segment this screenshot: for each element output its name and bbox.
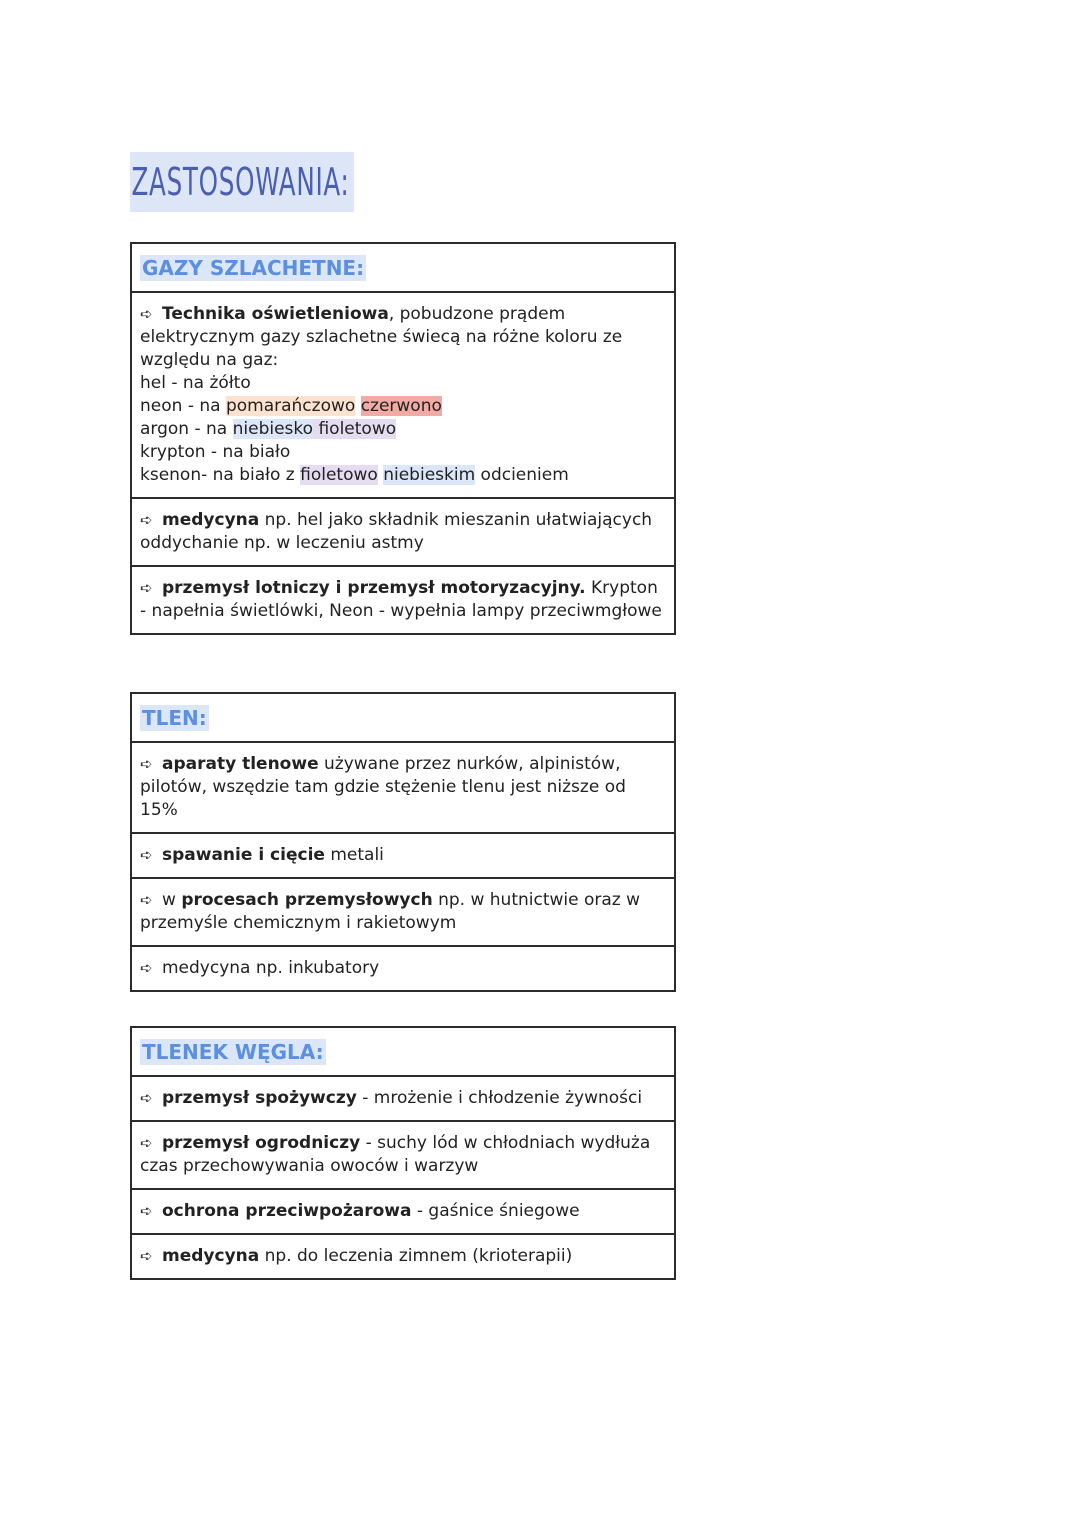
list-item bbox=[132, 832, 674, 877]
arrow-right-icon: ➪ bbox=[140, 1247, 153, 1265]
list-item bbox=[132, 1075, 674, 1120]
item-text: Krypton - napełnia świetlówki, Neon - wypełnia lampy przeciwmgłowe bbox=[140, 578, 662, 621]
item-text: - mrożenie i chłodzenie żywności bbox=[356, 1088, 643, 1108]
page-title: ZASTOSOWANIA: bbox=[130, 152, 354, 212]
color-highlight: czerwono bbox=[360, 396, 442, 416]
item-bold: Technika oświetleniowa bbox=[162, 304, 389, 324]
gas-hel: hel - na żółto bbox=[140, 373, 251, 393]
arrow-right-icon: ➪ bbox=[140, 511, 153, 529]
arrow-right-icon: ➪ bbox=[140, 1089, 153, 1107]
item-bold: medycyna bbox=[162, 1246, 260, 1266]
item-bold: medycyna bbox=[162, 510, 260, 530]
color-highlight: fioletowo bbox=[318, 419, 397, 439]
list-item bbox=[132, 1120, 674, 1188]
arrow-right-icon: ➪ bbox=[140, 846, 153, 864]
list-item bbox=[132, 565, 674, 633]
section-header bbox=[132, 244, 674, 291]
section-title: TLENEK WĘGLA: bbox=[142, 1040, 324, 1064]
gas-ksenon-suffix: odcieniem bbox=[475, 465, 569, 485]
list-item bbox=[132, 1233, 674, 1278]
item-text: medycyna np. inkubatory bbox=[162, 958, 380, 978]
section-title: GAZY SZLACHETNE: bbox=[142, 256, 365, 280]
item-text: , pobudzone prądem elektrycznym gazy szlachetne świecą na różne koloru ze względu na gaz: bbox=[140, 304, 623, 370]
arrow-right-icon: ➪ bbox=[140, 579, 153, 597]
item-text: np. w hutnictwie oraz w przemyśle chemicznym i rakietowym bbox=[140, 890, 641, 933]
item-bold: ochrona przeciwpożarowa bbox=[162, 1201, 412, 1221]
list-item bbox=[132, 1188, 674, 1233]
section-tlen bbox=[130, 692, 676, 992]
list-item bbox=[132, 741, 674, 832]
arrow-right-icon: ➪ bbox=[140, 891, 153, 909]
item-prefix: w bbox=[162, 890, 182, 910]
color-highlight: niebiesko bbox=[232, 419, 314, 439]
section-header bbox=[132, 694, 674, 741]
item-text: - gaśnice śniegowe bbox=[411, 1201, 580, 1221]
list-item bbox=[132, 945, 674, 990]
gas-neon: neon - na bbox=[140, 396, 226, 416]
gas-krypton: krypton - na biało bbox=[140, 442, 291, 462]
item-bold: spawanie i cięcie bbox=[162, 845, 325, 865]
item-text: np. do leczenia zimnem (krioterapii) bbox=[259, 1246, 573, 1266]
item-bold: przemysł spożywczy bbox=[162, 1088, 357, 1108]
section-gazy-szlachetne bbox=[130, 242, 676, 635]
gas-argon: argon - na bbox=[140, 419, 233, 439]
list-item bbox=[132, 497, 674, 565]
arrow-right-icon: ➪ bbox=[140, 959, 153, 977]
list-item bbox=[132, 291, 674, 497]
arrow-right-icon: ➪ bbox=[140, 305, 153, 323]
item-text: - suchy lód w chłodniach wydłuża czas przechowywania owoców i warzyw bbox=[140, 1133, 651, 1176]
section-header bbox=[132, 1028, 674, 1075]
color-highlight: pomarańczowo bbox=[225, 396, 356, 416]
section-title: TLEN: bbox=[142, 706, 207, 730]
item-bold: procesach przemysłowych bbox=[181, 890, 433, 910]
section-tlenek-wegla bbox=[130, 1026, 676, 1280]
arrow-right-icon: ➪ bbox=[140, 755, 153, 773]
item-bold: przemysł ogrodniczy bbox=[162, 1133, 361, 1153]
item-text: np. hel jako składnik mieszanin ułatwiających oddychanie np. w leczeniu astmy bbox=[140, 510, 653, 553]
item-text: metali bbox=[324, 845, 384, 865]
item-text: używane przez nurków, alpinistów, pilotów, wszędzie tam gdzie stężenie tlenu jest niższe od 15% bbox=[140, 754, 626, 820]
gas-ksenon: ksenon- na biało z bbox=[140, 465, 301, 485]
item-bold: aparaty tlenowe bbox=[162, 754, 319, 774]
color-highlight: fioletowo bbox=[300, 465, 378, 485]
item-bold: przemysł lotniczy i przemysł motoryzacyjny. bbox=[162, 578, 586, 598]
arrow-right-icon: ➪ bbox=[140, 1134, 153, 1152]
arrow-right-icon: ➪ bbox=[140, 1202, 153, 1220]
color-highlight: niebieskim bbox=[383, 465, 476, 485]
list-item bbox=[132, 877, 674, 945]
